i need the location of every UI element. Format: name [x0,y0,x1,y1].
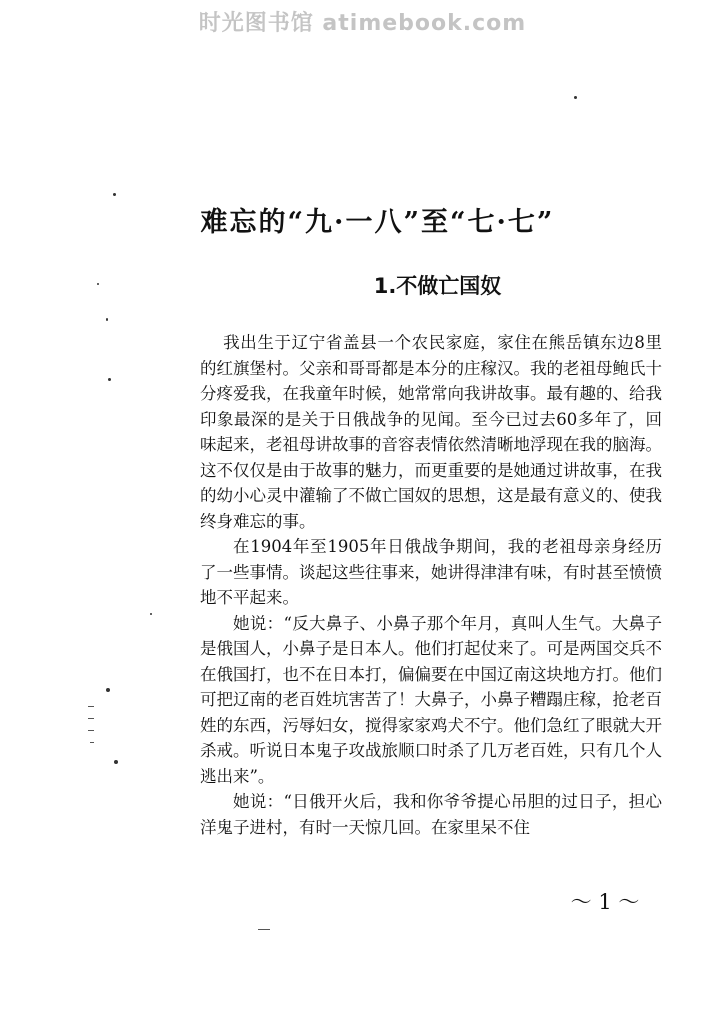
paragraph-1: 我出生于辽宁省盖县一个农民家庭，家住在熊岳镇东边8里的红旗堡村。父亲和哥哥都是本分的庄稼汉。我的老祖母鲍氏十分疼爱我，在我童年时候，她常常向我讲故事。最有趣的、给我印象最深的是关于日俄战争的见闻。至今已过去60多年了，回味起来，老祖母讲故事的音容表情依然清晰地浮现在我的脑海。这不仅仅是由于故事的魅力，而更重要的是她通过讲故事，在我的幼小心灵中灌输了不做亡国奴的思想，这是最有意义的、使我终身难忘的事。 [200,333,662,531]
scan-speck [88,730,94,731]
scan-speck [88,718,94,719]
watermark: 时光图书馆 atimebook.com [198,11,527,36]
scan-speck [150,613,152,615]
chapter-title: 难忘的“九·一八”至“七·七” [200,207,555,238]
scan-speck [97,283,99,285]
scan-speck [113,193,116,196]
scan-speck [106,688,110,692]
body-text [200,330,662,840]
paragraph-4: 她说：“日俄开火后，我和你爷爷提心吊胆的过日子，担心洋鬼子进村，有时一天惊几回。在家里呆不住 [200,792,662,837]
paragraph-2: 在1904年至1905年日俄战争期间，我的老祖母亲身经历了一些事情。谈起这些往事来，她讲得津津有味，有时甚至愤愤地不平起来。 [200,537,662,607]
page-number: ～ 1 ～ [570,890,640,914]
scan-speck [108,378,111,381]
scan-speck [114,760,118,764]
scan-speck [106,318,108,321]
scan-speck [258,929,270,930]
scan-speck [90,742,94,743]
paragraph-3: 她说：“反大鼻子、小鼻子那个年月，真叫人生气。大鼻子是俄国人，小鼻子是日本人。他们打起仗来了。可是两国交兵不在俄国打，也不在日本打，偏偏要在中国辽南这块地方打。他们可把辽南的老百姓坑害苦了！大鼻子，小鼻子糟蹋庄稼，抢老百姓的东西，污辱妇女，搅得家家鸡犬不宁。他们急红了眼就大开杀戒。听说日本鬼子攻战旅顺口时杀了几万老百姓，只有几个人逃出来”。 [200,613,662,786]
section-title: 1.不做亡国奴 [373,274,502,298]
scan-speck [88,706,94,707]
scan-speck [574,96,577,99]
